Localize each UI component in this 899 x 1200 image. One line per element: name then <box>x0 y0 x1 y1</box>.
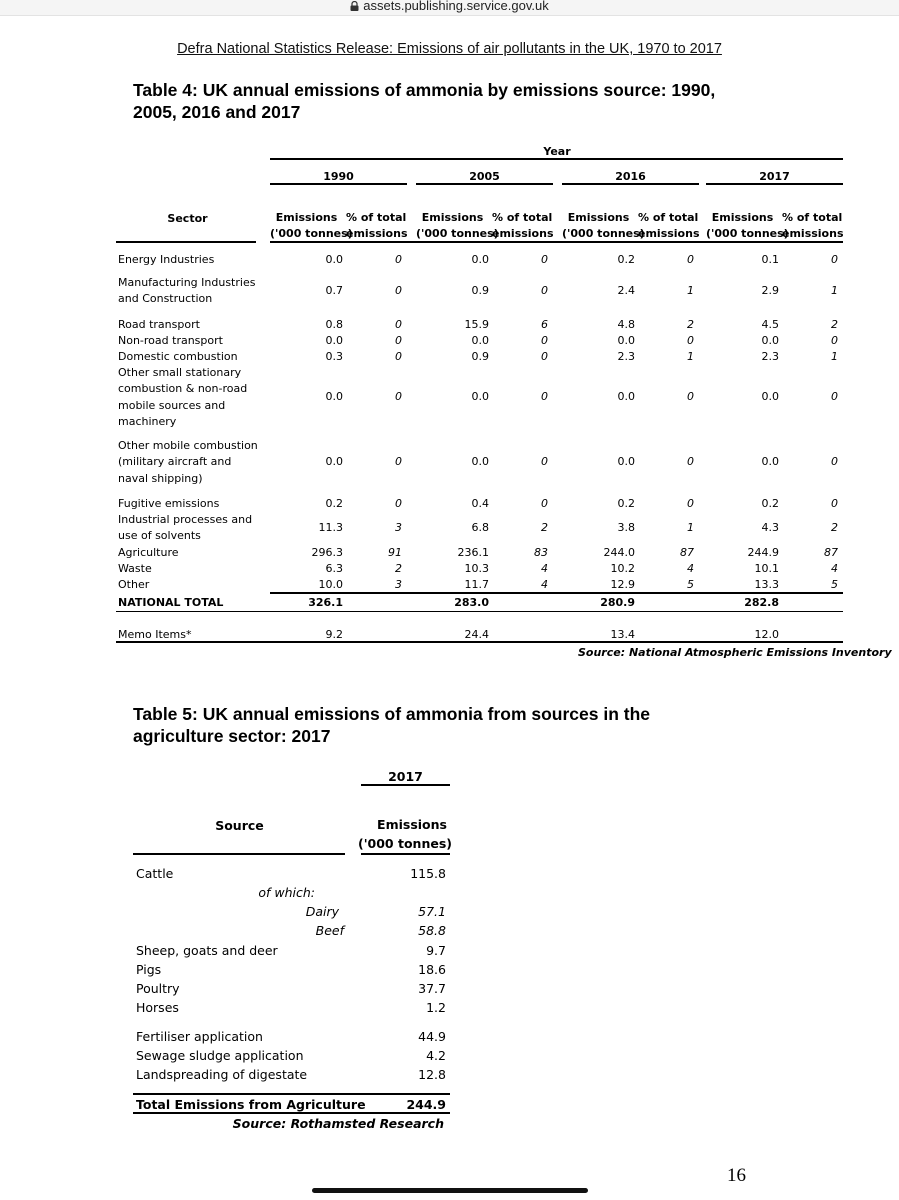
percent-cell: 1 <box>687 521 694 535</box>
source-label: Beef <box>315 923 344 938</box>
percent-cell: 4 <box>831 562 838 575</box>
emissions-cell: 0.0 <box>617 455 635 469</box>
emissions-cell: 0.0 <box>325 455 343 469</box>
emissions-cell: 3.8 <box>617 521 635 535</box>
table5-total-value: 244.9 <box>406 1097 446 1112</box>
table5-total-top-rule <box>133 1093 450 1095</box>
emissions-cell: 296.3 <box>311 546 343 559</box>
emissions-cell: 0.2 <box>761 497 779 510</box>
emissions-units-header-2005: ('000 tonnes) <box>416 227 499 240</box>
emissions-units-header-2017: ('000 tonnes) <box>706 227 789 240</box>
emissions-cell: 0.0 <box>325 334 343 347</box>
emissions-header-2005: Emissions <box>421 211 484 224</box>
table5-total-bottom-rule <box>133 1112 450 1114</box>
sector-label: machinery <box>118 414 177 428</box>
emissions-units-header-1990: ('000 tonnes) <box>270 227 353 240</box>
pct-emissions-header-2005: emissions <box>492 227 554 240</box>
emissions-cell: 10.2 <box>610 562 635 575</box>
sector-label: Road transport <box>118 318 200 331</box>
table5-title-line1: Table 5: UK annual emissions of ammonia from sources in the <box>133 704 651 724</box>
emissions-cell: 0.0 <box>761 334 779 347</box>
source-value: 4.2 <box>426 1048 446 1063</box>
percent-cell: 0 <box>541 253 548 266</box>
year-underline <box>270 183 407 185</box>
national-total-2017: 282.8 <box>744 596 779 609</box>
emissions-cell: 4.5 <box>761 318 779 331</box>
percent-cell: 0 <box>395 455 402 469</box>
percent-cell: 0 <box>687 334 694 347</box>
emissions-cell: 0.0 <box>617 334 635 347</box>
table5-source-rule <box>133 853 345 855</box>
sector-label: combustion & non-road <box>118 382 248 396</box>
source-value: 57.1 <box>418 904 446 919</box>
percent-cell: 4 <box>687 562 694 575</box>
emissions-cell: 0.9 <box>471 350 489 363</box>
pct-header-2016: % of total <box>638 211 699 224</box>
emissions-cell: 11.7 <box>464 578 489 591</box>
emissions-cell: 0.2 <box>617 497 635 510</box>
source-label: Landspreading of digestate <box>136 1067 308 1082</box>
percent-cell: 0 <box>831 497 838 510</box>
emissions-cell: 6.3 <box>325 562 343 575</box>
emissions-cell: 10.3 <box>464 562 489 575</box>
national-total-label: NATIONAL TOTAL <box>118 596 224 609</box>
emissions-cell: 0.3 <box>325 350 343 363</box>
percent-cell: 0 <box>831 455 838 469</box>
pct-emissions-header-1990: emissions <box>346 227 408 240</box>
national-total-2016: 280.9 <box>600 596 635 609</box>
pct-emissions-header-2016: emissions <box>638 227 700 240</box>
table5-title <box>133 703 650 747</box>
percent-cell: 0 <box>541 284 548 298</box>
table5-col-rule <box>361 853 450 855</box>
sector-label: mobile sources and <box>118 398 226 412</box>
emissions-cell: 10.1 <box>754 562 779 575</box>
table5-source-label: Source <box>215 818 264 833</box>
percent-cell: 0 <box>687 497 694 510</box>
year-underline <box>416 183 553 185</box>
percent-cell: 0 <box>395 318 402 331</box>
emissions-header-1990: Emissions <box>275 211 338 224</box>
emissions-cell: 0.4 <box>471 497 489 510</box>
percent-cell: 91 <box>388 546 402 559</box>
percent-cell: 5 <box>831 578 838 591</box>
sector-label: Other small stationary <box>118 366 242 379</box>
memo-bottom-rule <box>116 641 843 643</box>
year-rule <box>270 158 843 160</box>
percent-cell: 0 <box>541 350 548 363</box>
emissions-cell: 0.7 <box>325 284 343 298</box>
percent-cell: 0 <box>831 253 838 266</box>
emissions-cell: 236.1 <box>457 546 489 559</box>
sector-label: use of solvents <box>118 529 201 543</box>
year-2017: 2017 <box>759 170 790 183</box>
sector-label: naval shipping) <box>118 471 203 485</box>
emissions-cell: 0.0 <box>471 390 489 404</box>
memo-items-label: Memo Items* <box>118 628 192 641</box>
percent-cell: 0 <box>395 350 402 363</box>
year-label: Year <box>543 145 571 158</box>
memo-2005: 24.4 <box>464 628 489 641</box>
percent-cell: 0 <box>687 390 694 404</box>
emissions-cell: 0.2 <box>617 253 635 266</box>
percent-cell: 0 <box>395 334 402 347</box>
sector-label: Fugitive emissions <box>118 497 220 510</box>
emissions-header-2016: Emissions <box>567 211 630 224</box>
table5-col-units: ('000 tonnes) <box>358 836 452 851</box>
percent-cell: 1 <box>687 350 694 363</box>
percent-cell: 3 <box>395 521 402 535</box>
emissions-cell: 11.3 <box>318 521 343 535</box>
year-1990: 1990 <box>323 170 354 183</box>
percent-cell: 0 <box>395 390 402 404</box>
pct-header-2017: % of total <box>782 211 843 224</box>
sector-label: Sector <box>167 212 208 225</box>
percent-cell: 87 <box>824 546 838 559</box>
sector-label: Other <box>118 578 150 591</box>
emissions-cell: 6.8 <box>471 521 489 535</box>
percent-cell: 83 <box>534 546 548 559</box>
emissions-header-2017: Emissions <box>711 211 774 224</box>
table4-title <box>133 79 715 123</box>
percent-cell: 0 <box>541 497 548 510</box>
percent-cell: 1 <box>687 284 694 298</box>
emissions-cell: 0.0 <box>325 390 343 404</box>
percent-cell: 2 <box>541 521 548 535</box>
national-total-2005: 283.0 <box>454 596 489 609</box>
emissions-cell: 0.0 <box>617 390 635 404</box>
emissions-cell: 4.3 <box>761 521 779 535</box>
percent-cell: 4 <box>541 562 548 575</box>
memo-2017: 12.0 <box>754 628 779 641</box>
percent-cell: 0 <box>831 334 838 347</box>
column-header-rule <box>270 241 843 243</box>
percent-cell: 0 <box>395 284 402 298</box>
emissions-cell: 0.0 <box>471 253 489 266</box>
memo-2016: 13.4 <box>610 628 635 641</box>
percent-cell: 3 <box>395 578 402 591</box>
sector-label: and Construction <box>118 292 213 306</box>
pct-header-2005: % of total <box>492 211 553 224</box>
browser-url-bar[interactable] <box>0 0 899 16</box>
sector-label: Domestic combustion <box>118 350 238 363</box>
emissions-cell: 2.9 <box>761 284 779 298</box>
source-value: 12.8 <box>418 1067 446 1082</box>
sector-label: Waste <box>118 562 152 575</box>
emissions-cell: 13.3 <box>754 578 779 591</box>
total-top-rule <box>270 592 843 594</box>
percent-cell: 0 <box>687 253 694 266</box>
source-label: Horses <box>136 1000 179 1015</box>
percent-cell: 1 <box>831 284 838 298</box>
source-label: of which: <box>258 885 315 900</box>
source-label: Cattle <box>136 866 174 881</box>
percent-cell: 5 <box>687 578 694 591</box>
emissions-cell: 15.9 <box>464 318 489 331</box>
table5-total-label: Total Emissions from Agriculture <box>136 1097 366 1112</box>
home-indicator[interactable] <box>312 1188 588 1193</box>
url-text: assets.publishing.service.gov.uk <box>363 0 549 13</box>
pct-header-1990: % of total <box>346 211 407 224</box>
percent-cell: 0 <box>831 390 838 404</box>
source-label: Dairy <box>305 904 339 919</box>
sector-label: Energy Industries <box>118 253 215 266</box>
source-label: Sewage sludge application <box>136 1048 304 1063</box>
emissions-cell: 0.9 <box>471 284 489 298</box>
table5-source: Source: Rothamsted Research <box>232 1116 444 1131</box>
year-underline <box>562 183 699 185</box>
sector-label: Industrial processes and <box>118 513 253 526</box>
percent-cell: 2 <box>687 318 694 331</box>
emissions-cell: 244.9 <box>747 546 779 559</box>
page-number: 16 <box>727 1165 746 1186</box>
table5-title-line2: agriculture sector: 2017 <box>133 726 331 746</box>
year-underline <box>706 183 843 185</box>
year-2005: 2005 <box>469 170 500 183</box>
table5-year: 2017 <box>388 769 423 784</box>
lock-icon <box>350 1 359 11</box>
emissions-cell: 0.1 <box>761 253 779 266</box>
sector-label: (military aircraft and <box>118 455 232 469</box>
source-label: Pigs <box>136 962 162 977</box>
sector-label: Other mobile combustion <box>118 439 258 452</box>
source-value: 9.7 <box>426 943 446 958</box>
national-total-1990: 326.1 <box>308 596 343 609</box>
emissions-cell: 2.3 <box>617 350 635 363</box>
emissions-cell: 10.0 <box>318 578 343 591</box>
source-value: 18.6 <box>418 962 446 977</box>
emissions-cell: 2.3 <box>761 350 779 363</box>
percent-cell: 2 <box>831 318 838 331</box>
total-bottom-rule <box>116 611 843 612</box>
running-header: Defra National Statistics Release: Emissions of air pollutants in the UK, 1970 to 2017 <box>177 41 722 57</box>
percent-cell: 1 <box>831 350 838 363</box>
emissions-cell: 4.8 <box>617 318 635 331</box>
table5-year-rule <box>361 784 450 786</box>
table5-col-emissions: Emissions <box>377 817 447 832</box>
emissions-cell: 0.0 <box>471 455 489 469</box>
table4-source: Source: National Atmospheric Emissions Inventory <box>578 646 892 659</box>
percent-cell: 0 <box>541 334 548 347</box>
source-value: 1.2 <box>426 1000 446 1015</box>
source-value: 115.8 <box>410 866 446 881</box>
emissions-cell: 0.0 <box>761 390 779 404</box>
percent-cell: 0 <box>395 497 402 510</box>
source-value: 58.8 <box>418 923 446 938</box>
source-label: Fertiliser application <box>136 1029 263 1044</box>
percent-cell: 0 <box>541 390 548 404</box>
pct-emissions-header-2017: emissions <box>782 227 844 240</box>
percent-cell: 4 <box>541 578 548 591</box>
emissions-cell: 2.4 <box>617 284 635 298</box>
emissions-cell: 12.9 <box>610 578 635 591</box>
year-2016: 2016 <box>615 170 646 183</box>
percent-cell: 0 <box>687 455 694 469</box>
source-label: Poultry <box>136 981 180 996</box>
emissions-cell: 0.0 <box>325 253 343 266</box>
sector-label: Manufacturing Industries <box>118 276 256 289</box>
percent-cell: 2 <box>831 521 838 535</box>
emissions-units-header-2016: ('000 tonnes) <box>562 227 645 240</box>
emissions-cell: 0.0 <box>761 455 779 469</box>
table4-title-line2: 2005, 2016 and 2017 <box>133 102 301 122</box>
sector-label: Agriculture <box>118 546 179 559</box>
sector-label: Non-road transport <box>118 334 223 347</box>
percent-cell: 6 <box>541 318 548 331</box>
table4-title-line1: Table 4: UK annual emissions of ammonia by emissions source: 1990, <box>133 80 716 100</box>
percent-cell: 87 <box>680 546 694 559</box>
emissions-cell: 0.0 <box>471 334 489 347</box>
emissions-cell: 0.8 <box>325 318 343 331</box>
source-label: Sheep, goats and deer <box>136 943 278 958</box>
memo-1990: 9.2 <box>325 628 343 641</box>
sector-underline <box>116 241 256 243</box>
emissions-cell: 0.2 <box>325 497 343 510</box>
percent-cell: 0 <box>541 455 548 469</box>
source-value: 44.9 <box>418 1029 446 1044</box>
percent-cell: 2 <box>395 562 402 575</box>
emissions-cell: 244.0 <box>603 546 635 559</box>
percent-cell: 0 <box>395 253 402 266</box>
source-value: 37.7 <box>418 981 446 996</box>
